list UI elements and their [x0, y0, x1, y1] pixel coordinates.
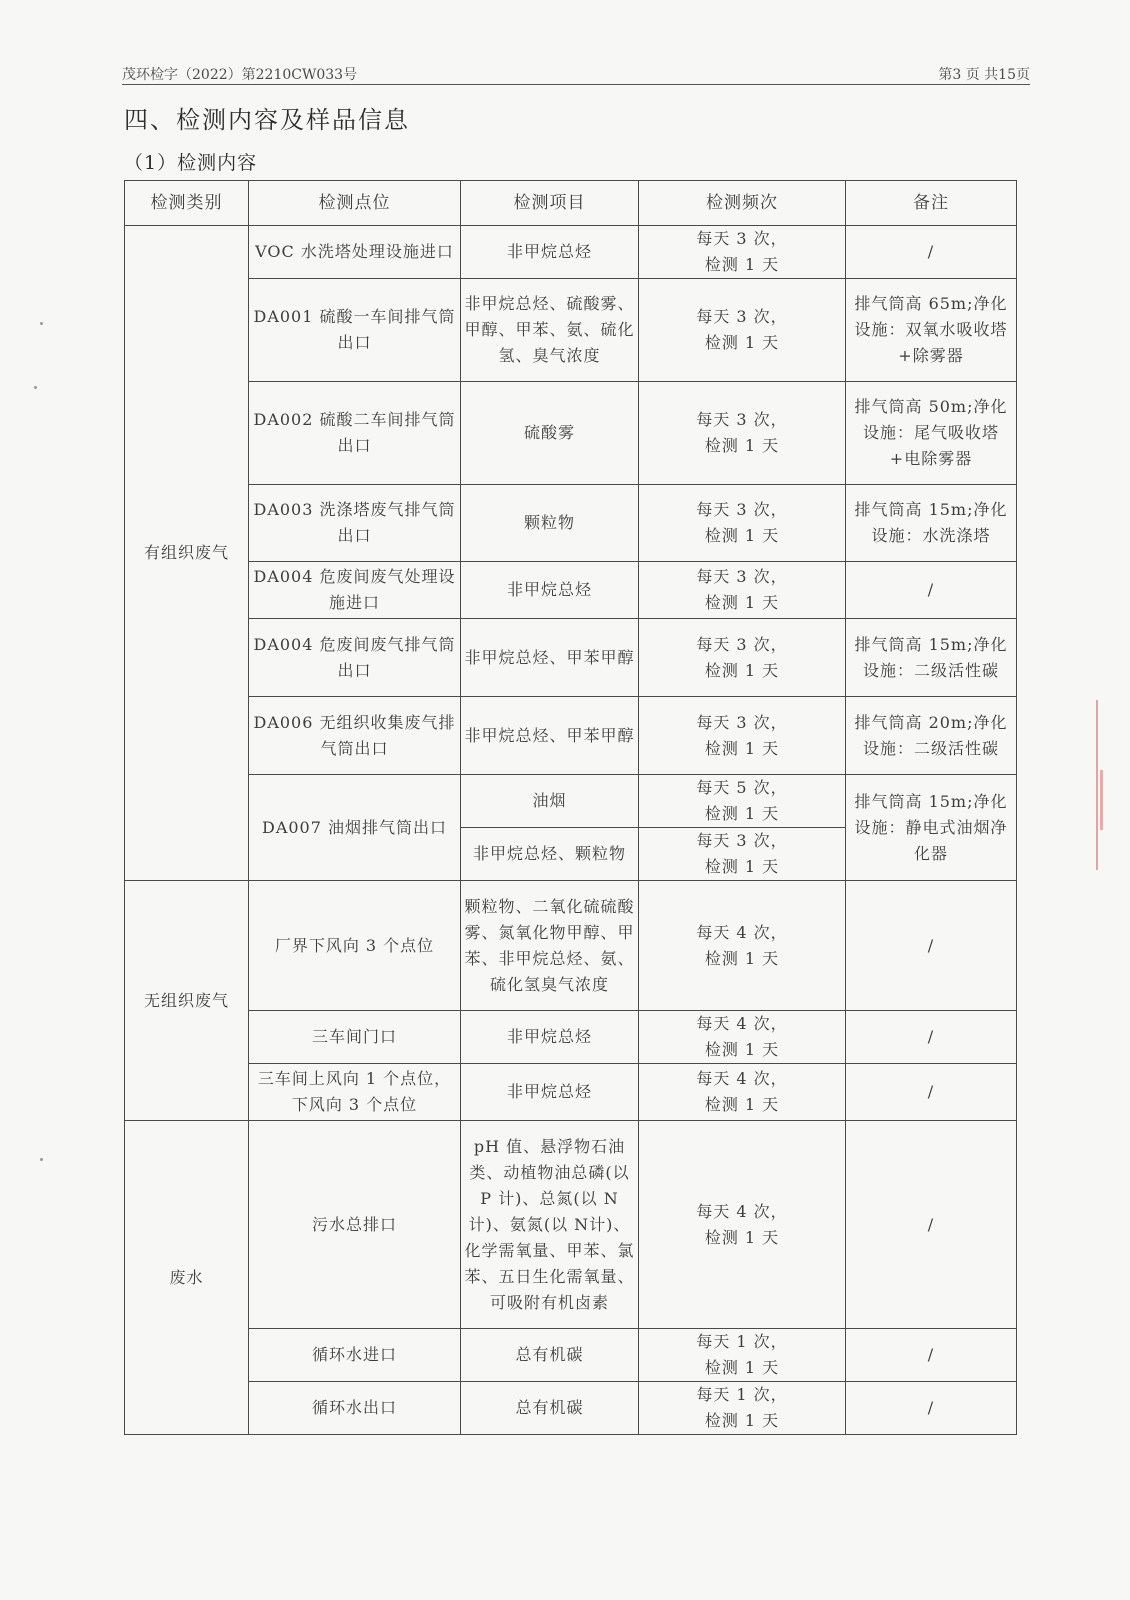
frequency-cell: 每天 3 次，检测 1 天 [639, 226, 846, 279]
table-row [125, 1011, 1017, 1064]
table-row [125, 382, 1017, 485]
frequency-cell: 每天 1 次，检测 1 天 [639, 1329, 846, 1382]
table-row [125, 1121, 1017, 1329]
column-header: 检测频次 [639, 181, 846, 226]
category-cell: 有组织废气 [125, 226, 249, 881]
table-row [125, 1382, 1017, 1435]
point-cell: 污水总排口 [249, 1121, 461, 1329]
report-number: 茂环检字（2022）第2210CW033号 [122, 67, 358, 83]
note-cell: / [846, 1011, 1017, 1064]
point-cell: DA006 无组织收集废气排气筒出口 [249, 697, 461, 775]
note-cell: / [846, 562, 1017, 619]
note-cell: / [846, 1382, 1017, 1435]
frequency-cell: 每天 4 次，检测 1 天 [639, 1011, 846, 1064]
frequency-cell: 每天 5 次，检测 1 天 [639, 775, 846, 828]
frequency-cell: 每天 3 次，检测 1 天 [639, 279, 846, 382]
frequency-cell: 每天 3 次，检测 1 天 [639, 828, 846, 881]
table-row [125, 697, 1017, 775]
table-row [125, 619, 1017, 697]
subsection-title: （1）检测内容 [124, 152, 258, 174]
table-row [125, 279, 1017, 382]
items-cell: 非甲烷总烃、甲苯甲醇 [461, 697, 639, 775]
table-row [125, 226, 1017, 279]
items-cell: 非甲烷总烃 [461, 562, 639, 619]
point-cell: VOC 水洗塔处理设施进口 [249, 226, 461, 279]
point-cell: 循环水进口 [249, 1329, 461, 1382]
frequency-cell: 每天 4 次，检测 1 天 [639, 1064, 846, 1121]
note-cell: 排气筒高 15m;净化设施：二级活性碳 [846, 619, 1017, 697]
items-cell: pH 值、悬浮物石油类、动植物油总磷(以 P 计)、总氮(以 N 计)、氨氮(以 N计)、化学需氧量、甲苯、氯苯、五日生化需氧量、可吸附有机卤素 [461, 1121, 639, 1329]
point-cell: DA001 硫酸一车间排气筒出口 [249, 279, 461, 382]
items-cell: 硫酸雾 [461, 382, 639, 485]
items-cell: 颗粒物 [461, 485, 639, 562]
note-cell: 排气筒高 15m;净化设施：静电式油烟净化器 [846, 775, 1017, 881]
inspection-content-table [124, 180, 1017, 1435]
point-cell: DA004 危废间废气排气筒出口 [249, 619, 461, 697]
column-header: 备注 [846, 181, 1017, 226]
note-cell: 排气筒高 15m;净化设施：水洗涤塔 [846, 485, 1017, 562]
seal-edge-mark [1100, 770, 1117, 830]
category-cell: 废水 [125, 1121, 249, 1435]
note-cell: 排气筒高 50m;净化设施：尾气吸收塔+电除雾器 [846, 382, 1017, 485]
table-row [125, 1064, 1017, 1121]
frequency-cell: 每天 1 次，检测 1 天 [639, 1382, 846, 1435]
section-title: 四、检测内容及样品信息 [124, 106, 410, 134]
items-cell: 非甲烷总烃 [461, 226, 639, 279]
column-header: 检测类别 [125, 181, 249, 226]
note-cell: / [846, 1121, 1017, 1329]
items-cell: 总有机碳 [461, 1329, 639, 1382]
frequency-cell: 每天 4 次，检测 1 天 [639, 1121, 846, 1329]
note-cell: / [846, 1064, 1017, 1121]
items-cell: 油烟 [461, 775, 639, 828]
note-cell: / [846, 226, 1017, 279]
frequency-cell: 每天 3 次，检测 1 天 [639, 619, 846, 697]
frequency-cell: 每天 3 次，检测 1 天 [639, 697, 846, 775]
page-header [122, 62, 1030, 85]
items-cell: 非甲烷总烃 [461, 1064, 639, 1121]
items-cell: 非甲烷总烃、甲苯甲醇 [461, 619, 639, 697]
point-cell: 循环水出口 [249, 1382, 461, 1435]
items-cell: 非甲烷总烃、颗粒物 [461, 828, 639, 881]
note-cell: / [846, 1329, 1017, 1382]
point-cell: 厂界下风向 3 个点位 [249, 881, 461, 1011]
column-header: 检测项目 [461, 181, 639, 226]
table-row [125, 485, 1017, 562]
note-cell: 排气筒高 20m;净化设施：二级活性碳 [846, 697, 1017, 775]
table-row [125, 775, 1017, 828]
items-cell: 非甲烷总烃 [461, 1011, 639, 1064]
note-cell: 排气筒高 65m;净化设施：双氧水吸收塔+除雾器 [846, 279, 1017, 382]
point-cell: DA004 危废间废气处理设施进口 [249, 562, 461, 619]
point-cell: 三车间上风向 1 个点位，下风向 3 个点位 [249, 1064, 461, 1121]
note-cell: / [846, 881, 1017, 1011]
items-cell: 非甲烷总烃、硫酸雾、甲醇、甲苯、氨、硫化氢、臭气浓度 [461, 279, 639, 382]
point-cell: DA007 油烟排气筒出口 [249, 775, 461, 881]
frequency-cell: 每天 4 次，检测 1 天 [639, 881, 846, 1011]
point-cell: DA003 洗涤塔废气排气筒出口 [249, 485, 461, 562]
items-cell: 总有机碳 [461, 1382, 639, 1435]
column-header: 检测点位 [249, 181, 461, 226]
table-header-row [125, 181, 1017, 226]
scan-speck [34, 386, 37, 389]
page-number: 第3 页 共15页 [938, 67, 1030, 83]
frequency-cell: 每天 3 次，检测 1 天 [639, 562, 846, 619]
frequency-cell: 每天 3 次，检测 1 天 [639, 382, 846, 485]
point-cell: 三车间门口 [249, 1011, 461, 1064]
scan-speck [40, 322, 43, 325]
table-row [125, 562, 1017, 619]
table-row [125, 881, 1017, 1011]
items-cell: 颗粒物、二氧化硫硫酸雾、氮氧化物甲醇、甲苯、非甲烷总烃、氨、硫化氢臭气浓度 [461, 881, 639, 1011]
point-cell: DA002 硫酸二车间排气筒出口 [249, 382, 461, 485]
frequency-cell: 每天 3 次，检测 1 天 [639, 485, 846, 562]
scan-speck [40, 1158, 43, 1161]
table-row [125, 1329, 1017, 1382]
category-cell: 无组织废气 [125, 881, 249, 1121]
